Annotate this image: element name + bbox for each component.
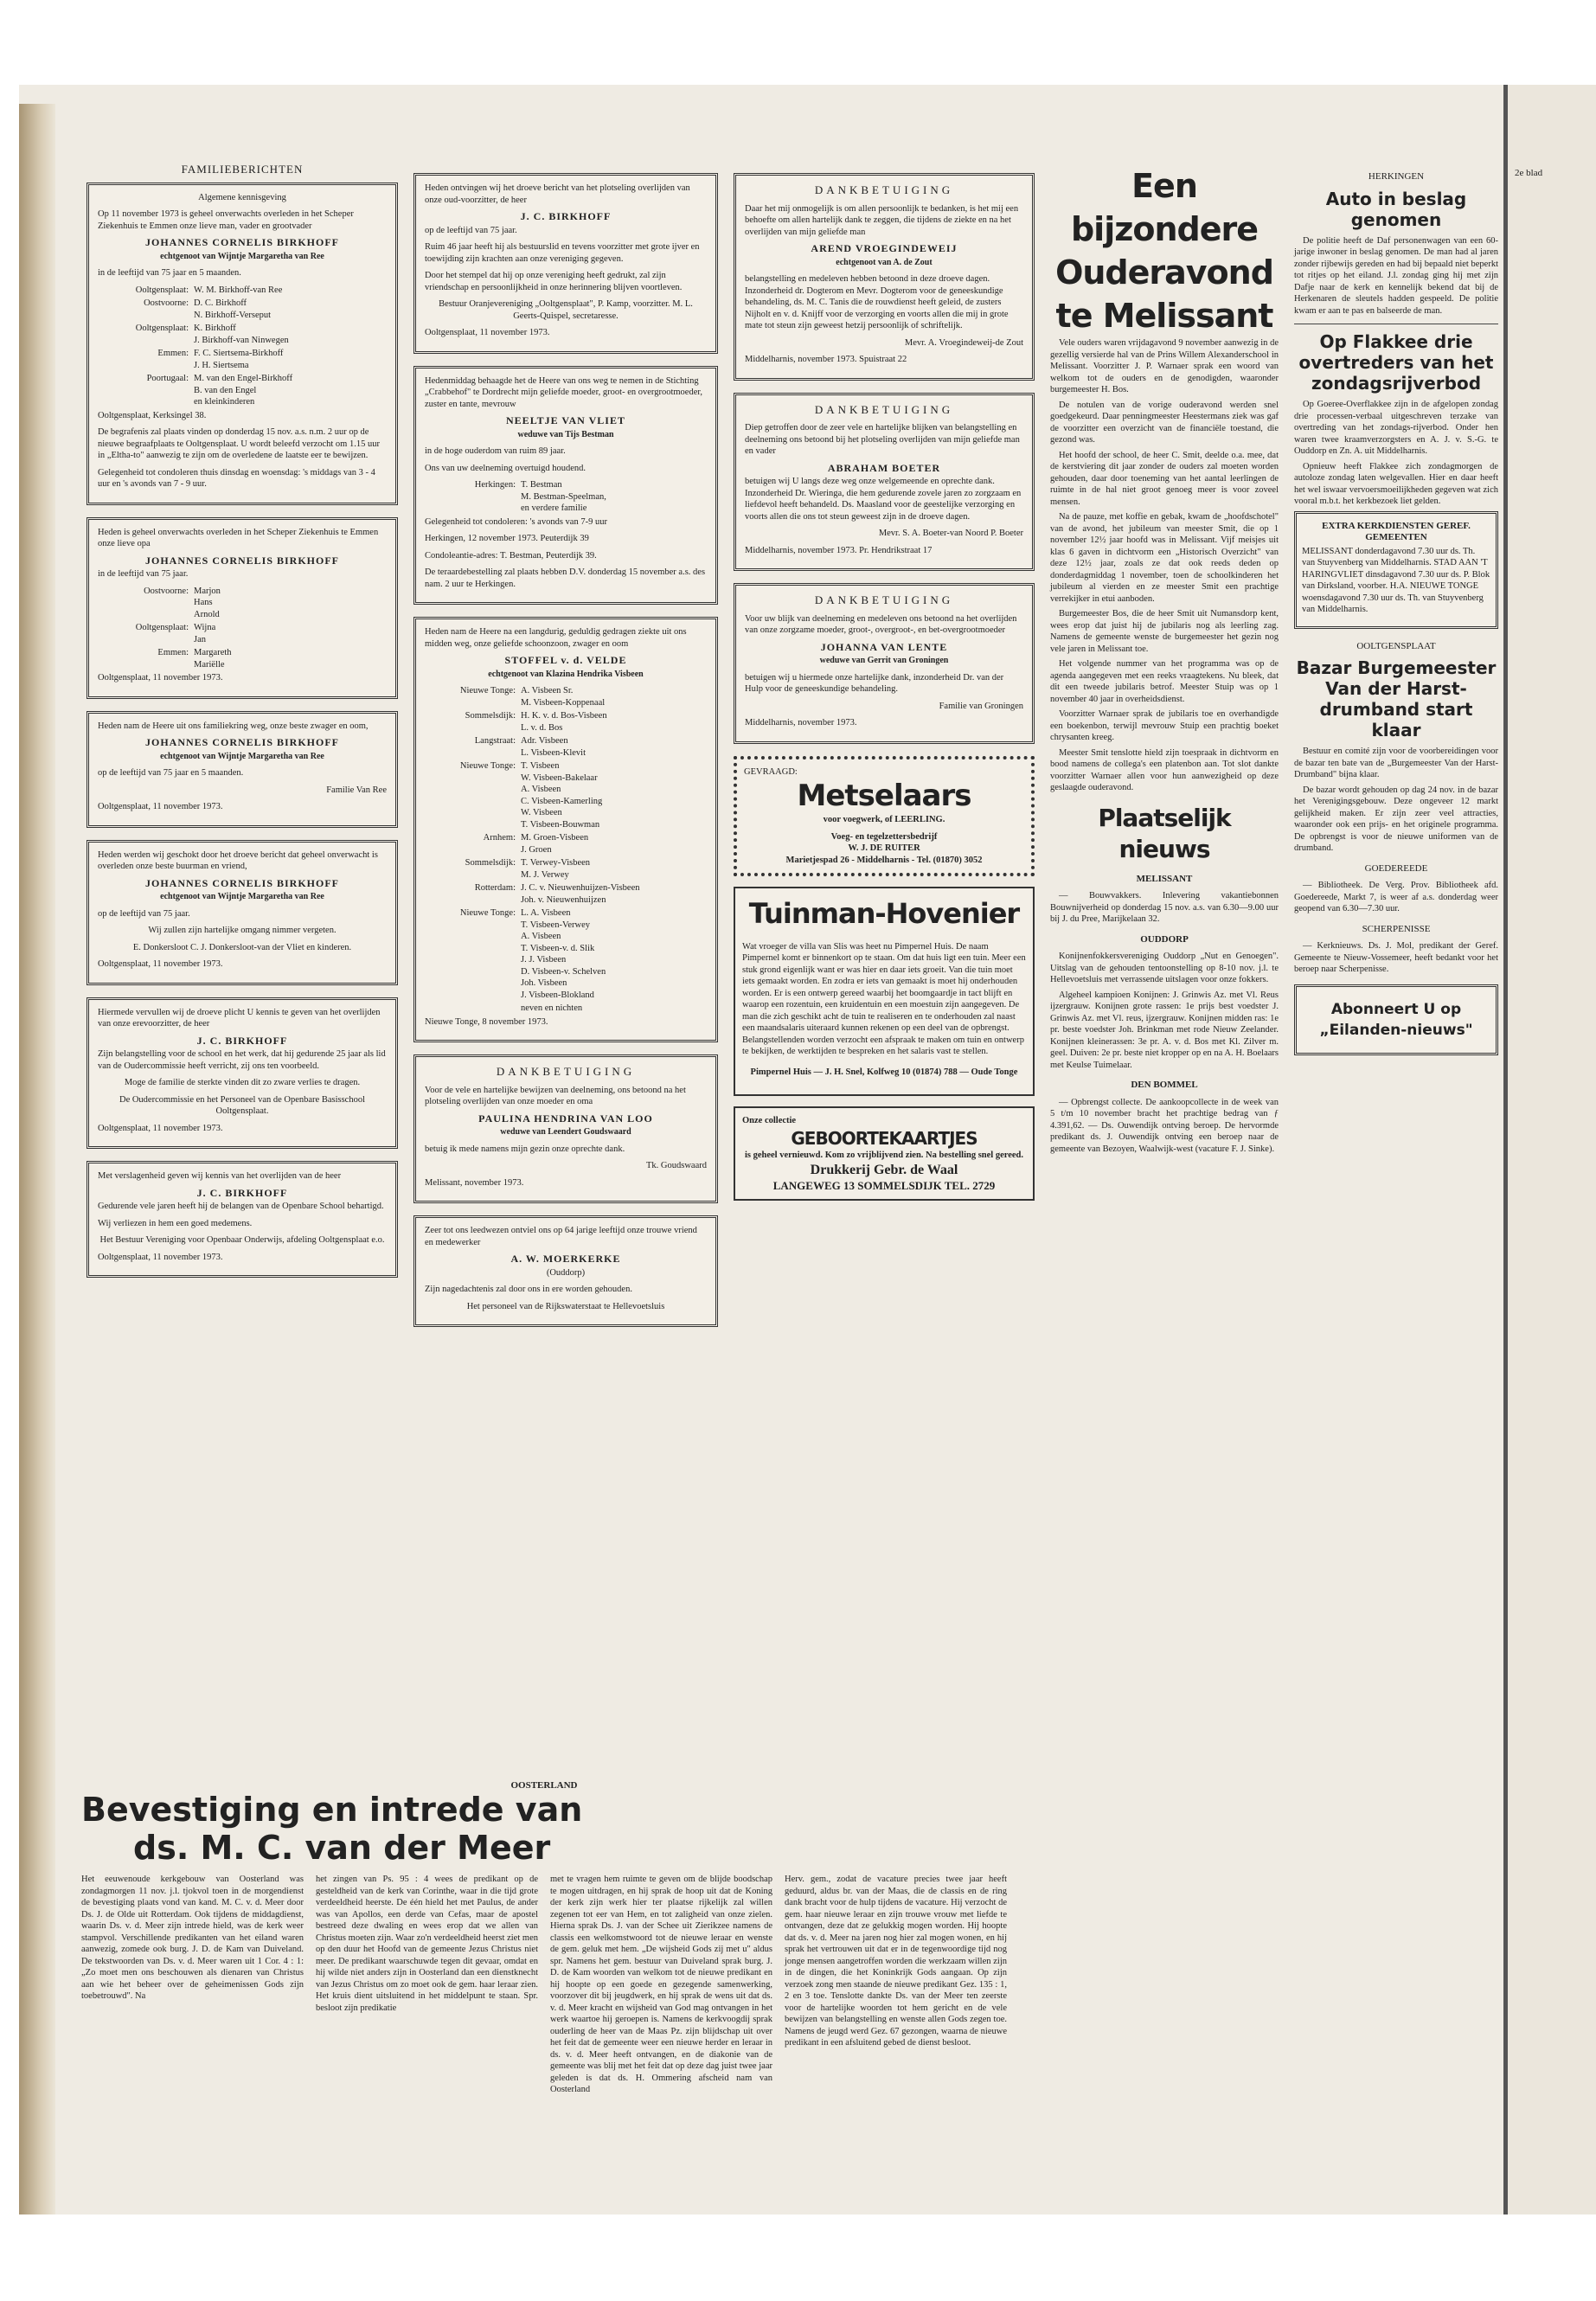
ad-tuinman-hovenier: Tuinman-Hovenier Wat vroeger de villa van Slis was heet nu Pimpernel Huis. De naam Pimpernel komt er binnenkort op te staan. Om dat huis ligt een tuin. Meer een stuk grond eigenlijk want er was hier en daar iets groeit. Van die tuin moet iets gemaakt worden. En zodra er iets van gemaakt is moet hij onderhouden worden. Er is een ontwerp gereed waarbij het boomgaardje in tact blijft en waarop een rozentuin, een kruidentuin en een moestuin zijn aangegeven. De man die zich geschikt acht de tuin te realiseren en te onderhouden zal naast een maandsalaris uiteraard kunnen rekenen op een deel van de opbrengst. Belangstellenden worden verzocht een afspraak te maken om tuin en ontwerp te bekijken, de werktijden te bespreken en het salaris vast te stellen. Pimpernel Huis — J. H. Snel, Kolfweg 10 (01874) 788 — Oude Tonge: [734, 887, 1035, 1096]
ad-metselaars: GEVRAAGD: Metselaars voor voegwerk, of LEERLING. Voeg- en tegelzettersbedrijf W. J. DE RUITER Marietjespad 26 - Middelharnis - Tel. (01870) 3052: [734, 756, 1035, 877]
section-header: FAMILIEBERICHTEN: [181, 163, 304, 176]
notice-birkhoff-5: Hiermede vervullen wij de droeve plicht U kennis te geven van het overlijden van onze erevoorzitter, de heer J. C. BIRKHOFF Zijn belangstelling voor de school en het werk, dat hij gedurende 25 jaar als lid van de Oudercommissie heeft verricht, zij ons ten voorbeeld. Moge de familie de sterkte vinden dit zo zware verlies te dragen. De Oudercommissie en het Personeel van de Openbare Basisschool Ooltgensplaat. Ooltgensplaat, 11 november 1973.: [87, 997, 398, 1150]
notice-neeltje-van-vliet: Hedenmiddag behaagde het de Heere van ons weg te nemen in de Stichting „Crabbehof" te Dordrecht mijn geliefde moeder, groot- en overgrootmoeder, zuster en tante, mevrouw NEELTJE VAN VLIET weduwe van Tijs Bestman in de hoge ouderdom van ruim 89 jaar. Ons van uw deelneming overtuigd houdend. Herkingen: T. Bestman M. Bestman-Speelman, en verdere familie Gelegenheid tot condoleren: 's avonds van 7-9 uur Herkingen, 12 november 1973. Peuterdijk 39 Condoleantie-adres: T. Bestman, Peuterdijk 39. De teraardebestelling zal plaats hebben D.V. donderdag 15 november a.s. des nam. 2 uur te Herkingen.: [413, 366, 718, 606]
column-thanks-ads: [734, 173, 1035, 1211]
headline-bevestiging: Bevestiging en intrede van: [81, 1791, 583, 1829]
page-binding: [19, 104, 55, 2214]
bottom-col-3: met te vragen hem ruimte te geven om de blijde boodschap te mogen uitdragen, en hij sprak de hoop uit dat de Koning der kerk zijn werk hier ter plaatse rijkelijk zal willen zegenen tot eer van Hem, en tot zaligheid van onze zielen. Hierna sprak Ds. J. van der Schee uit Zierikzee namens de classis een welkomstwoord tot de nieuwe leraar en wenste de gem. geluk met hem. „De wijsheid Gods zij met u" aldus spr. Namens het gem. bestuur van Duiveland sprak burg. J. D. de Kam woorden van welkom tot de nieuwe predikant en hij hoopte op een goede en gezegende samenwerking, voorzover dit bij jeugdwerk, en hij sprak de wens uit dat ds. v. d. Meer kracht en wijsheid van God mag ontvangen in het werk waartoe hij geroepen is. Namens de kerkvoogdij sprak ouderling de heer van de Maas Pz. zijn blijdschap uit over het feit dat de gemeente weer een nieuwe herder en leraar in ds. v. d. Meer heeft ontvangen, en de diakonie van de gemeente was blij met het feit dat op deze dag juist twee jaar geleden is dat ds. H. Ommering afscheid nam van Oosterland: [550, 1875, 772, 2094]
subscribe-box: Abonneert U op „Eilanden-nieuws": [1294, 984, 1498, 1055]
adjacent-page-label: 2e blad: [1515, 168, 1543, 178]
notice-thanks-paulina-van-loo: DANKBETUIGING Voor de vele en hartelijke bewijzen van deelneming, ons betoond na het plotseling overlijden van onze moeder en oma PAULINA HENDRINA VAN LOO weduwe van Leendert Goudswaard betuig ik mede namens mijn gezin onze oprechte dank. Tk. Goudswaard Melissant, november 1973.: [413, 1054, 718, 1203]
kerkdiensten-box: EXTRA KERKDIENSTEN GEREF. GEMEENTEN MELISSANT donderdagavond 7.30 uur ds. Th. van Stuyvenberg van Middelharnis. STAD AAN 'T HARINGVLIET dinsdagavond 7.30 uur ds. P. Blok van Dirksland, voorber. H.A. NIEUWE TONGE woensdagavond 7.30 uur ds. Th. van Stuyvenberg van Middelharnis.: [1294, 511, 1498, 629]
notice-birkhoff-6: Met verslagenheid geven wij kennis van het overlijden van de heer J. C. BIRKHOFF Gedurende vele jaren heeft hij de belangen van de Openbare School behartigd. Wij verliezen in hem een goed medemens. Het Bestuur Vereniging voor Openbaar Onderwijs, afdeling Ooltgensplaat e.o. Ooltgensplaat, 11 november 1973.: [87, 1161, 398, 1278]
notice-thanks-vroegindeweij: DANKBETUIGING Daar het mij onmogelijk is om allen persoonlijk te bedanken, is het mij een behoefte om allen hartelijk dank te zeggen, die tijdens de ziekte en na het overlijden van mijn geliefde man AREND VROEGINDEWEIJ echtgenoot van A. de Zout belangstelling en medeleven hebben betoond in deze droeve dagen. Inzonderheid dr. Dogterom en Mevr. Dogterom voor de geneeskundige behandeling, ds. M. C. Tanis die de rouwdienst heeft geleid, de zusters Nijholt en v. d. Knijff voor de verzorging en voorts allen die mij in grote mate tot steun zijn geweest hetzij persoonlijk of schriftelijk. Mevr. A. Vroegindeweij-de Zout Middelharnis, november 1973. Spuistraat 22: [734, 173, 1035, 381]
article-ds-van-der-meer: OOSTERLAND Bevestiging en intrede van ds. M. C. van der Meer Het eeuwenoude kerkgebouw van Oosterland was zondagmorgen 11 nov. j.l. tjokvol toen in de morgendienst de bevestiging plaats vond van kand. M. C. v. d. Meer door Ds. J. de Olde uit Rotterdam. Ook tijdens de middagdienst, waarin Ds. v. d. Meer zijn intrede hield, was de kerk weer stampvol. Verschillende predikanten van het eiland waren aanwezig, zomede ook burg. J. D. de Kam van Duiveland. De tekstwoorden van Ds. v. d. Meer waren uit 1 Cor. 4 : 1: „Zo moet men ons beschouwen als dienaren van Christus aan wie het beheer over de geheimenissen Gods zijn toebetrouwd". Na het zingen van Ps. 95 : 4 wees de predikant op de gesteldheid van de kerk van Corinthe, waar in die tijd grote verdeeldheid heerste. De één hield het met Paulus, de ander was van Apollos, een derde van Cefas, maar de apostel bestreed deze dwaling en wees erop dat we allen van Christus moeten zijn. Waar zo'n verdeeldheid heerst ziet men op den duur het Hoofd van de gemeente Jezus Christus niet meer. De predikant waarschuwde tegen dit gevaar, omdat en hij wilde niet anders zijn in Oosterland dan een dienstknecht van Jezus Christus om zo moet ook de gem. haar leraar zien. Het kruis dient uitsluitend in het middelpunt te staan. Spr. besloot zijn predikatie met te vragen hem ruimte te geven om de blijde boodschap te mogen uitdragen, en hij sprak de hoop uit dat de Koning der kerk zijn werk hier ter plaatse rijkelijk zal willen zegenen tot eer van Hem, en tot zaligheid van onze zielen. Hierna sprak Ds. J. van der Schee uit Zierikzee namens de classis een welkomstwoord tot de nieuwe leraar en wenste de gem. geluk met hem. „De wijsheid Gods zij met u" aldus spr. Namens het gem. bestuur van Duiveland sprak burg. J. D. de Kam woorden van welkom tot de nieuwe predikant en hij hoopte op een goede en gezegende samenwerking, voorzover dit bij jeugdwerk, en hij sprak de wens uit dat ds. v. d. Meer kracht en wijsheid van God mag ontvangen in het werk waartoe hij geroepen is. Namens de kerkvoogdij sprak ouderling de heer van de Maas Pz. zijn blijdschap uit over het feit dat de gemeente weer een nieuwe herder en leraar in ds. v. d. Meer heeft ontvangen, en de diakonie van de gemeente was blij met het feit dat op deze dag juist twee jaar geleden is dat ds. H. Ommering afscheid nam van Oosterland Herv. gem., zodat de vacature precies twee jaar heeft geduurd, aldus br. van der Maas, die de classis en de ring dank bracht voor de hulp tijdens de vacature. Hij verzocht de gem. haar nieuwe leraar en zijn trouwe vrouw met liefde te ontvangen, deze dat ze gelukkig mogen worden. Hij hoopte dat ds. v. d. Meer na jaren nog hier zal mogen wonen, en hij sprak het vertrouwen uit dat er in de tegenwoordige tijd nog jonge mensen aangetroffen worden die werkzaam willen zijn in de dingen, die het Koninkrijk Gods aangaan. Op zijn verzoek zong men staande de nieuwe predikant Gez. 135 : 1, 2 en 3 toe. Tenslotte dankte Ds. van der Meer ten zeerste voor de hartelijke woorden tot hem gericht en de vele bewijzen van belangstelling en wenste allen Gods zegen toe. Namens de jeugd werd Gez. 67 gezongen, waarna de nieuwe predikant in een afsluitend gebed de dienst besloot.: [81, 1780, 1007, 2094]
notice-birkhoff-3: Heden nam de Heere uit ons familiekring weg, onze beste zwager en oom, JOHANNES CORNELIS BIRKHOFF echtgenoot van Wijntje Margaretha van Ree op de leeftijd van 75 jaar en 5 maanden. Familie Van Ree Ooltgensplaat, 11 november 1973.: [87, 711, 398, 828]
notice-thanks-van-lente: DANKBETUIGING Voor uw blijk van deelneming en medeleven ons betoond na het overlijden van onze zorgzame moeder, groot-, overgroot-, en bet-overgrootmoeder JOHANNA VAN LENTE weduwe van Gerrit van Groningen betuigen wij u hiermede onze hartelijke dank, inzonderheid Dr. van der Hulp voor de geneeskundige behandeling. Familie van Groningen Middelharnis, november 1973.: [734, 583, 1035, 744]
notice-birkhoff-1: Algemene kennisgeving Op 11 november 1973 is geheel onverwachts overleden in het Scheper Ziekenhuis te Emmen onze lieve man, vader en grootvader JOHANNES CORNELIS BIRKHOFF echtgenoot van Wijntje Margaretha van Ree in de leeftijd van 75 jaar en 5 maanden. Ooltgensplaat: W. M. Birkhoff-van Ree Oostvoorne: D. C. Birkhoff N. Birkhoff-Verseput Ooltgensplaat: K. Birkhoff J. Birkhoff-van Ninwegen Emmen: F. C. Siertsema-Birkhoff J. H. Siertsema Poortugaal: M. van den Engel-Birkhoff B. van den Engel en kleinkinderen Ooltgensplaat, Kerksingel 38. De begrafenis zal plaats vinden op donderdag 15 nov. a.s. n.m. 2 uur op de nieuwe begraafplaats te Ooltgensplaat. U wordt beleefd verzocht om 1.15 uur in „Eltha-to" aanwezig te zijn om de overledene de laatste eer te bewijzen. Gelegenheid tot condoleren thuis dinsdag en woensdag: 's middags van 3 - 4 uur en 's avonds van 7 - 9 uur.: [87, 183, 398, 505]
headline-bazar: Bazar Burgemeester Van der Harst-drumband start klaar: [1296, 657, 1497, 740]
bottom-col-4: Herv. gem., zodat de vacature precies twee jaar heeft geduurd, aldus br. van der Maas, die de classis en de ring dank bracht voor de hulp tijdens de vacature. Hij verzocht de gem. haar nieuwe leraar en zijn trouwe vrouw met liefde te ontvangen, deze dat ze gelukkig mogen worden. Hij hoopte dat ds. v. d. Meer na jaren nog hier zal mogen wonen, en hij sprak het vertrouwen uit dat er in de tegenwoordige tijd nog jonge mensen aangetroffen worden die werkzaam willen zijn in de dingen, die het Koninkrijk Gods aangaan. Op zijn verzoek zong men staande de nieuwe predikant Gez. 135 : 1, 2 en 3 toe. Tenslotte dankte Ds. van der Meer ten zeerste voor de hartelijke woorden tot hem gericht en de vele bewijzen van belangstelling en wenste allen Gods zegen toe. Namens de jeugd werd Gez. 67 gezongen, waarna de nieuwe predikant in een afsluitend gebed de dienst besloot.: [785, 1875, 1007, 2048]
column-herkingen-news: HERKINGEN Auto in beslag genomen De politie heeft de Daf personenwagen van een 60-jarige inwoner in beslag genomen. De man had al jaren zonder rijbewijs gereden en had bij bepaald niet beperkt tot ritjes op het eiland. J.l. zondag ging hij met zijn Dafje naar de kerk en kennelijk bekend dat bij de Herkenaren de sleutels hadden gespeeld. De politie kwam er aan te pas en balseerde de man. Op Flakkee drie overtreders van het zondagsrijverbod Op Goeree-Overflakkee zijn in de afgelopen zondag drie processen-verbaal uitgeschreven terzake van overtreding van het zondags-rijverbod. Onder hen waren twee kraamverzorgsters en A. J. v. S.-G. te Ouddorp en Zn. A. uit Middelharnis. Opnieuw heeft Flakkee zich zondagmorgen de autoloze zondag laten welgevallen. Hier en daar heeft het wel iswaar vervoersmoeilijkheden gegeven wat zich vooral m.b.t. het kerkbezoek liet gelden. EXTRA KERKDIENSTEN GEREF. GEMEENTEN MELISSANT donderdagavond 7.30 uur ds. Th. van Stuyvenberg van Middelharnis. STAD AAN 'T HARINGVLIET dinsdagavond 7.30 uur ds. P. Blok van Dirksland, voorber. H.A. NIEUWE TONGE woensdagavond 7.30 uur ds. Th. van Stuyvenberg van Middelharnis. OOLTGENSPLAAT Bazar Burgemeester Van der Harst-drumband start klaar Bestuur en comité zijn voor de voorbereidingen voor de bazar ten bate van de „Burgemeester Van der Harst-Drumband" bijna klaar. De bazar wordt gehouden op dag 24 nov. in de bazar het Verenigingsgebouw. Deze ongeveer 12 markt gelijkheid maken. Er zijn zeer veel attracties, waaronder ook een prijs- en het originele programma. De opbrengst is voor de nieuwe uniformen van de drumband. GOEDEREEDE — Bibliotheek. De Verg. Prov. Bibliotheek afd. Goedereede, Markt 7, is weer af a.s. donderdag weer geopend van 6.30—7.30 uur. SCHERPENISSE — Kerknieuws. Ds. J. Mol, predikant der Geref. Gemeente te Nieuw-Vossemeer, heeft bedankt voor het beroep naar Scherpenisse. Abonneert U op „Eilanden-nieuws": [1294, 163, 1498, 1067]
bottom-col-1: Het eeuwenoude kerkgebouw van Oosterland was zondagmorgen 11 nov. j.l. tjokvol toen in de morgendienst de bevestiging plaats vond van kand. M. C. v. d. Meer door Ds. J. de Olde uit Rotterdam. Ook tijdens de middagdienst, waarin Ds. v. d. Meer zijn intrede hield, was de kerk weer stampvol. Verschillende predikanten van het eiland waren aanwezig, zomede ook burg. J. D. de Kam van Duiveland. De tekstwoorden van Ds. v. d. Meer waren uit 1 Cor. 4 : 1: „Zo moet men ons beschouwen als dienaren van Christus aan wie het beheer over de geheimenissen Gods zijn toebetrouwd". Na: [81, 1875, 304, 2001]
headline-auto-in-beslag: Auto in beslag genomen: [1325, 188, 1467, 230]
headline-ouderavond: Een bijzondere Ouderavond te Melissant: [1055, 167, 1273, 335]
bottom-col-2: het zingen van Ps. 95 : 4 wees de predikant op de gesteldheid van de kerk van Corinthe, waar in die tijd grote verdeeldheid heerste. De één hield het met Paulus, de ander was van Apollos, een derde van Cefas, maar de apostel bestreed deze dwaling en wees erop dat we allen van Christus moeten zijn. Waar zo'n verdeeldheid heerst ziet men op den duur het Hoofd van de gemeente Jezus Christus niet meer. De predikant waarschuwde tegen dit gevaar, omdat en hij wilde niet anders zijn in Oosterland dan een dienstknecht van Jezus Christus om zo moet ook de gem. haar leraar zien. Het kruis dient uitsluitend in het middelpunt te staan. Spr. besloot zijn predikatie: [316, 1875, 538, 2013]
notice-birkhoff-4: Heden werden wij geschokt door het droeve bericht dat geheel onverwacht is overleden onze beste buurman en vriend, JOHANNES CORNELIS BIRKHOFF echtgenoot van Wijntje Margaretha van Ree op de leeftijd van 75 jaar. Wij zullen zijn hartelijke omgang nimmer vergeten. E. Donkersloot C. J. Donkersloot-van der Vliet en kinderen. Ooltgensplaat, 11 november 1973.: [87, 840, 398, 985]
column-notices-2: [413, 173, 718, 1339]
headline-plaatselijk-nieuws: Plaatselijk nieuws: [1098, 803, 1231, 863]
notice-birkhoff-2: Heden is geheel onverwachts overleden in het Scheper Ziekenhuis te Emmen onze lieve opa JOHANNES CORNELIS BIRKHOFF in de leeftijd van 75 jaar. Oostvoorne: Marjon Hans Arnold Ooltgensplaat: Wijna Jan Emmen: Margareth Mariëlle Ooltgensplaat, 11 november 1973.: [87, 517, 398, 699]
notice-moerkerke: Zeer tot ons leedwezen ontviel ons op 64 jarige leeftijd onze trouwe vriend en medewerker A. W. MOERKERKE (Ouddorp) Zijn nagedachtenis zal door ons in ere worden gehouden. Het personeel van de Rijkswaterstaat te Hellevoetsluis: [413, 1215, 718, 1327]
column-ouderavond: Een bijzondere Ouderavond te Melissant Vele ouders waren vrijdagavond 9 november aanwezig in de gezellig versierde hal van de Prins Willem Alexanderschool in Melissant. Voorzitter J. P. Warnaer sprak een woord van welkom tot de ouders en de genodigden, waaronder burgemeester H. Bos. De notulen van de vorige ouderavond werden snel goedgekeurd. Daar penningmeester Heestermans ziek was gaf de voorzitter een overzicht van de financiële toestand, die gezond was. Het hoofd der school, de heer C. Smit, deelde o.a. mee, dat de kerstviering dit jaar zonder de ouders zal moeten worden gehouden, daar door toeneming van het aantal leerlingen de ruimte in de hal niet groot genoeg meer is voor zoveel mensen. Na de pauze, met koffie en gebak, kwam de „hoofdschotel" van de avond, het jubileum van meester Smit, die op 1 november 12½ jaar hoofd was in Melissant. Vijf meisjes uit klas 6 gaven in dichtvorm een „Historisch Overzicht" van deze 12½ jaar, zoals ze dat ook reeds deden op donderdagmiddag 1 november, toen de schoolkinderen het jubileum al vierden en ze meester Smit een prachtige verrekijker in etui aanboden. Burgemeester Bos, die de heer Smit uit Numansdorp kent, wees erop dat juist hij de jubilaris nog als leerling zag. Namens de gemeente wenste de burgemeester het gezin nog vele jaren in Melissant toe. Het volgende nummer van het programma was op de agenda aangegeven met een reeks vraagtekens. Nu bleek, dat dit een tweede jubilaris betrof. Meester Stuip was op 1 november 40 jaar in overheidsdienst. Voorzitter Warnaer sprak de jubilaris toe en overhandigde een boekenbon, terwijl mevrouw Stuip een prachtig boeket chrysanten kreeg. Meester Smit tenslotte hield zijn toespraak in dichtvorm en bood namens de collega's een platenbon aan. Tot slot dankte voorzitter Warnaer allen voor hun aanwezigheid op deze geslaagde ouderavond. Plaatselijk nieuws MELISSANT — Bouwvakkers. Inlevering vakantiebonnen Bouwnijverheid op donderdag 15 nov. a.s. van 6.30—9.00 uur bij J. du Pree, Marijkelaan 32. OUDDORP Konijnenfokkersvereniging Ouddorp „Nut en Genoegen". Uitslag van de gehouden tentoonstelling op 8-10 nov. j.l. te Hellevoetsluis met verrassende uitslagen voor onze fokkers. Algeheel kampioen Konijnen: J. Grinwis Az. met Vl. Reus ijzergrauw. Konijnen grote rassen: 1e prijs best voedster J. Grinwis Az. met Vl. reus, ijzergrauw. Konijnen midden ras: 1e pr. beste voedster Joh. Brinkman met rode Nieuw Zeelander. Konijnen kleinerassen: 3e pr. A. v. d. Bos met Kl. Zilver m. geel. Duiven: 2e pr. beste niet kropper op en na A. H. Boelaars met Keulse Tuimelaar. DEN BOMMEL — Opbrengst collecte. De aankoopcollecte in de week van 5 t/m 10 november bracht het prachtige bedrag van ƒ 4.391,62. — Ds. Ouwendijk ontving beroep. De hervormde predikant ds. J. Ouwendijk ontving een beroep naar de gemeente van Bezoyen, Waalwijk-west (vacature F. J. Sinke).: [1050, 164, 1279, 1158]
notice-thanks-boeter: DANKBETUIGING Diep getroffen door de zeer vele en hartelijke blijken van belangstelling en deelneming ons betoond bij het plotseling overlijden van mijn geliefde man en vader ABRAHAM BOETER betuigen wij U langs deze weg onze welgemeende en oprechte dank. Inzonderheid Dr. Wieringa, die hem gedurende zovele jaren zo zorgzaam en liefdevol heeft behandeld. Ds. Maasland voor de geestelijke verzorging en voorts allen die ons tot steun geweest zijn in de droeve dagen. Mevr. S. A. Boeter-van Noord P. Boeter Middelharnis, november 1973. Pr. Hendrikstraat 17: [734, 393, 1035, 572]
notice-birkhoff-7: Heden ontvingen wij het droeve bericht van het plotseling overlijden van onze oud-voorzitter, de heer J. C. BIRKHOFF op de leeftijd van 75 jaar. Ruim 46 jaar heeft hij als bestuurslid en tevens voorzitter met grote ijver en toewijding zijn krachten aan onze vereniging gegeven. Door het stempel dat hij op onze vereniging heeft gedrukt, zal zijn vriendschap en persoonlijkheid in onze herinnering blijven voortleven. Bestuur Oranjevereniging „Ooltgensplaat", P. Kamp, voorzitter. M. L. Geerts-Quispel, secretaresse. Ooltgensplaat, 11 november 1973.: [413, 173, 718, 354]
column-family-notices: [87, 160, 398, 1290]
notice-stoffel-van-der-velde: Heden nam de Heere na een langdurig, geduldig gedragen ziekte uit ons midden weg, onze geliefde schoonzoon, zwager en oom STOFFEL v. d. VELDE echtgenoot van Klazina Hendrika Visbeen Nieuwe Tonge: A. Visbeen Sr. M. Visbeen-Koppenaal Sommelsdijk: H. K. v. d. Bos-Visbeen L. v. d. Bos Langstraat: Adr. Visbeen L. Visbeen-Klevit Nieuwe Tonge: T. Visbeen W. Visbeen-Bakelaar A. Visbeen C. Visbeen-Kamerling W. Visbeen T. Visbeen-Bouwman Arnhem: M. Groen-Visbeen J. Groen Sommelsdijk: T. Verwey-Visbeen M. J. Verwey Rotterdam: J. C. v. Nieuwenhuijzen-Visbeen Joh. v. Nieuwenhuijzen Nieuwe Tonge: L. A. Visbeen T. Visbeen-Verwey A. Visbeen T. Visbeen-v. d. Slik J. J. Visbeen D. Visbeen-v. Schelven Joh. Visbeen J. Visbeen-Blokland neven en nichten Nieuwe Tonge, 8 november 1973.: [413, 617, 718, 1042]
adjacent-page-edge: [1503, 85, 1596, 2214]
ad-geboortekaartjes: Onze collectie GEBOORTEKAARTJES is geheel vernieuwd. Kom zo vrijblijvend zien. Na bestelling snel gereed. Drukkerij Gebr. de Waal LANGEWEG 13 SOMMELSDIJK TEL. 2729: [734, 1106, 1035, 1201]
headline-op-flakkee: Op Flakkee drie overtreders van het zondagsrijverbod: [1298, 331, 1494, 394]
